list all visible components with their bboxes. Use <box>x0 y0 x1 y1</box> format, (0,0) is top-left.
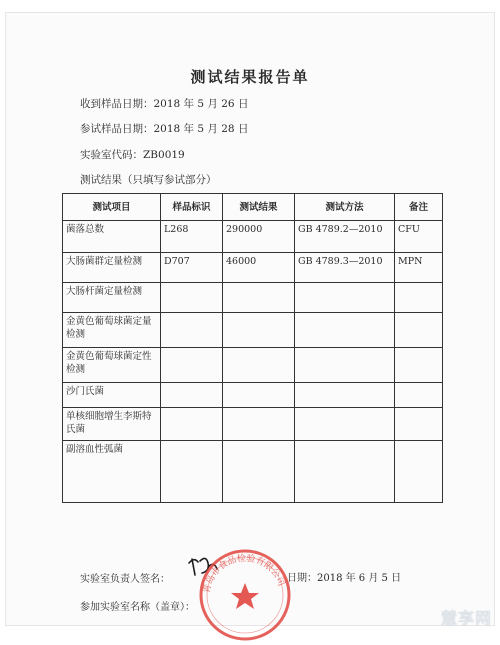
cell-sample-id: L268 <box>161 221 223 253</box>
cell-item: 菌落总数 <box>63 221 161 253</box>
table-row <box>63 253 443 283</box>
cell-sample-id <box>161 348 223 383</box>
supervisor-signature-label: 实验室负责人签名： <box>80 574 170 585</box>
cell-sample-id: D707 <box>161 253 223 283</box>
cell-result: 46000 <box>223 253 295 283</box>
cell-remark <box>395 408 443 441</box>
table-row <box>63 313 443 348</box>
received-date: 收到样品日期：2018 年 5 月 26 日 <box>80 98 249 110</box>
table-row <box>63 441 443 503</box>
table-row <box>63 348 443 383</box>
table-row <box>63 221 443 253</box>
cell-item: 副溶血性弧菌 <box>63 441 161 503</box>
header-item: 测试项目 <box>63 194 161 221</box>
cell-item: 大肠杆菌定量检测 <box>63 283 161 313</box>
cell-method <box>295 283 395 313</box>
cell-remark <box>395 283 443 313</box>
svg-text:青岛市食品检验有限公司: 青岛市食品检验有限公司 <box>202 553 287 595</box>
cell-result <box>223 408 295 441</box>
test-date: 参试样品日期：2018 年 5 月 28 日 <box>80 123 249 135</box>
sign-date: 日期：2018 年 6 月 5 日 <box>287 573 402 584</box>
cell-remark <box>395 313 443 348</box>
cell-item: 沙门氏菌 <box>63 383 161 408</box>
cell-sample-id <box>161 283 223 313</box>
cell-sample-id <box>161 383 223 408</box>
report-title: 测试结果报告单 <box>190 68 310 86</box>
cell-method <box>295 383 395 408</box>
cell-sample-id <box>161 408 223 441</box>
cell-result <box>223 441 295 503</box>
results-table <box>62 193 443 503</box>
lab-code: 实验室代码：ZB0019 <box>80 149 185 161</box>
cell-remark <box>395 441 443 503</box>
official-seal-stamp <box>195 545 295 645</box>
results-label: 测试结果（只填写参试部分） <box>80 174 217 186</box>
cell-item: 大肠菌群定量检测 <box>63 253 161 283</box>
cell-method <box>295 408 395 441</box>
header-result: 测试结果 <box>223 194 295 221</box>
lab-name-label: 参加实验室名称（盖章）： <box>80 602 195 613</box>
cell-method: GB 4789.2—2010 <box>295 221 395 253</box>
cell-result <box>223 348 295 383</box>
cell-remark: CFU <box>395 221 443 253</box>
table-header-row <box>63 194 443 221</box>
cell-sample-id <box>161 441 223 503</box>
cell-item: 单核细胞增生李斯特氏菌 <box>63 408 161 441</box>
table-row <box>63 283 443 313</box>
cell-result <box>223 283 295 313</box>
header-sample-id: 样品标识 <box>161 194 223 221</box>
cell-result <box>223 383 295 408</box>
header-method: 测试方法 <box>295 194 395 221</box>
header-remark: 备注 <box>395 194 443 221</box>
watermark-logo: 慧享网 <box>440 609 492 628</box>
cell-method <box>295 348 395 383</box>
cell-result <box>223 313 295 348</box>
cell-method <box>295 313 395 348</box>
cell-remark <box>395 348 443 383</box>
table-row <box>63 383 443 408</box>
cell-method: GB 4789.3—2010 <box>295 253 395 283</box>
cell-remark: MPN <box>395 253 443 283</box>
table-row <box>63 408 443 441</box>
cell-item: 金黄色葡萄球菌定性检测 <box>63 348 161 383</box>
cell-item: 金黄色葡萄球菌定量检测 <box>63 313 161 348</box>
cell-remark <box>395 383 443 408</box>
cell-result: 290000 <box>223 221 295 253</box>
cell-method <box>295 441 395 503</box>
cell-sample-id <box>161 313 223 348</box>
